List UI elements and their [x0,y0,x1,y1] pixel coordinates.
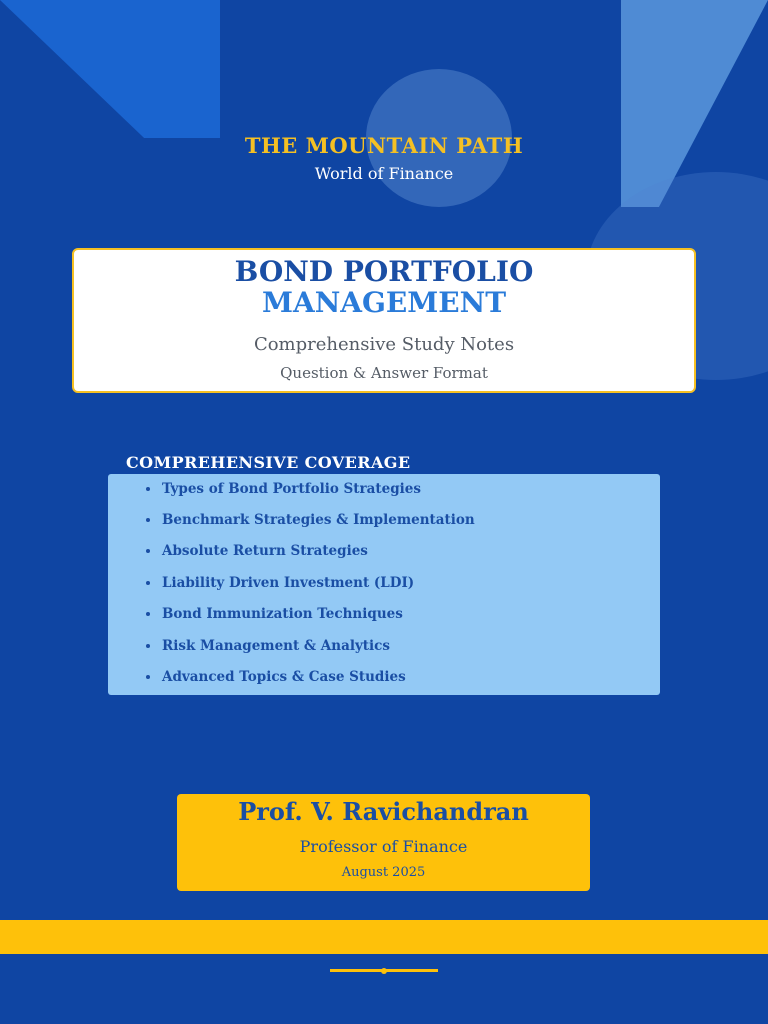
document-title-line2: MANAGEMENT [261,286,507,319]
author-role: Professor of Finance [299,837,468,856]
bullet-icon [146,612,150,616]
ornament-dot-icon [381,968,387,974]
coverage-item-label: Bond Immunization Techniques [162,606,403,622]
footer-band [0,920,768,954]
coverage-heading: COMPREHENSIVE COVERAGE [126,453,411,472]
bullet-icon [146,644,150,648]
coverage-item-label: Benchmark Strategies & Implementation [162,512,475,528]
document-format: Question & Answer Format [280,364,488,382]
coverage-item-label: Types of Bond Portfolio Strategies [162,481,421,497]
brand-title: THE MOUNTAIN PATH [244,133,524,158]
bullet-icon [146,675,150,679]
title-box [72,248,696,393]
coverage-item-label: Absolute Return Strategies [162,543,368,559]
coverage-item-label: Advanced Topics & Case Studies [162,669,406,685]
coverage-item-label: Liability Driven Investment (LDI) [162,575,415,591]
coverage-item [108,602,648,626]
document-title-line1: BOND PORTFOLIO [234,255,534,288]
decorative-wedge-left [0,0,220,138]
footer-ornament [330,969,438,972]
bullet-icon [146,549,150,553]
author-name: Prof. V. Ravichandran [238,797,529,826]
brand-subtitle: World of Finance [314,164,454,183]
coverage-box [108,474,660,695]
coverage-item [108,571,648,595]
author-box [177,794,590,891]
bullet-icon [146,487,150,491]
coverage-item-label: Risk Management & Analytics [162,638,390,654]
document-subtitle: Comprehensive Study Notes [253,334,515,355]
publication-date: August 2025 [341,865,426,880]
bullet-icon [146,581,150,585]
coverage-item [108,665,648,689]
coverage-item [108,539,648,563]
bullet-icon [146,518,150,522]
coverage-item [108,634,648,658]
coverage-item [108,477,648,501]
coverage-item [108,508,648,532]
